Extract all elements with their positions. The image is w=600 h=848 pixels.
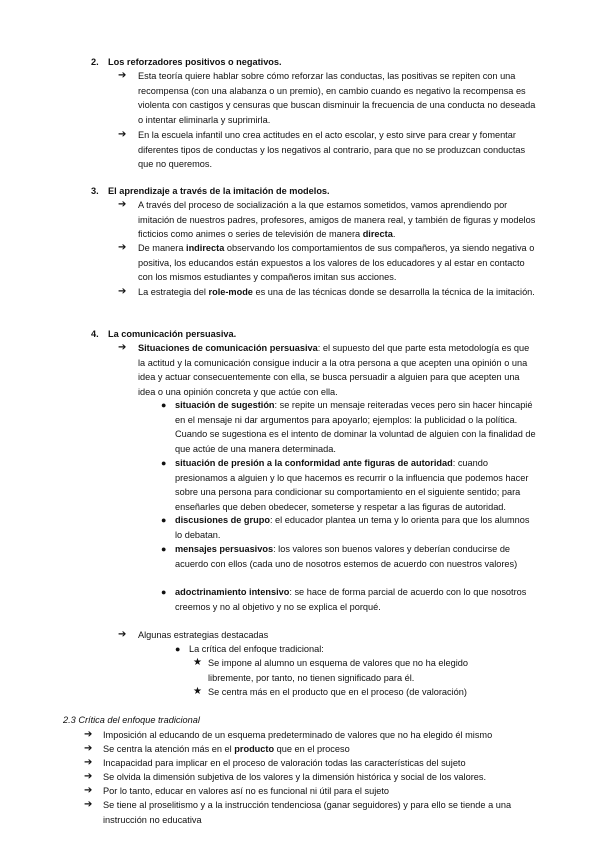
arrow-icon: ➔: [118, 342, 127, 353]
section-title: La comunicación persuasiva.: [108, 329, 237, 339]
item-bold: producto: [234, 744, 275, 754]
section-title: Los reforzadores positivos o negativos.: [108, 57, 282, 67]
item-text: Se centra la atención más en el: [103, 744, 235, 754]
bullet-icon: ●: [161, 400, 167, 410]
item-text: que en el proceso: [274, 744, 350, 754]
item-bold: adoctrinamiento intensivo: [175, 587, 290, 597]
arrow-icon: ➔: [84, 771, 93, 782]
list-item: [138, 198, 538, 242]
star-item: Se impone al alumno un esquema de valores que no ha elegido libremente, por tanto, no tienen significado para él.: [208, 658, 468, 683]
arrow-icon: ➔: [118, 199, 127, 210]
list-item: [103, 756, 543, 771]
bullet-item: [175, 542, 537, 571]
arrow-icon: ➔: [84, 785, 93, 796]
item-text: Se olvida la dimensión subjetiva de los valores y la dimensión histórica y social de los valores.: [103, 772, 487, 782]
item-bold: situación de presión a la conformidad ante figuras de autoridad: [175, 458, 453, 468]
list-item: Esta teoría quiere hablar sobre cómo reforzar las conductas, las positivas se repiten con una recompensa (con una alabanza o un premio), en cambio cuando es negativo la recompensa es violenta con castigos y censuras que buscan disminuir la frecuencia de una conducta no deseada o intentar eliminarla y suprimirla.: [138, 71, 536, 125]
list-item: [138, 241, 538, 285]
item-bold: role-mode: [208, 287, 253, 297]
star-icon: ★: [193, 686, 202, 697]
bullet-icon: ●: [161, 458, 167, 468]
item-text: es una de las técnicas donde se desarrolla la técnica de la imitación.: [252, 287, 535, 297]
item-text: Por lo tanto, educar en valores así no es funcional ni útil para el sujeto: [103, 786, 390, 796]
item-text: : se repite un mensaje reiteradas veces pero sin hacer hincapié en el mensaje ni dar argumentos para apoyarlo; ejemplos: la publicidad o la política. Cuando se sugestiona es el intento de dominar la voluntad de alguien con la finalidad de que actúe de una manera determinada.: [175, 400, 536, 454]
item-text: Incapacidad para implicar en el proceso de valoración todas las características del sujeto: [103, 758, 466, 768]
list-item: [138, 341, 538, 399]
list-item: [138, 285, 538, 300]
item-bold: situación de sugestión: [175, 400, 275, 410]
item-text: .: [392, 229, 396, 240]
arrow-icon: ➔: [118, 629, 127, 640]
item-bold: discusiones de grupo: [175, 515, 270, 525]
bullet-item: [175, 456, 537, 514]
item-text: Se tiene al proselitismo y a la instrucción tendenciosa (ganar seguidores) y para ello se tiende a una instrucción no educativa: [103, 800, 512, 825]
bullet-item: [175, 513, 537, 542]
section-heading: 2.3 Crítica del enfoque tradicional: [63, 715, 200, 725]
arrow-icon: ➔: [84, 729, 93, 740]
bullet-icon: ●: [161, 587, 167, 597]
item-text: Imposición al educando de un esquema predeterminado de valores que no ha elegido él mismo: [103, 730, 493, 740]
section-number: 4.: [91, 329, 99, 339]
list-item: [103, 742, 543, 757]
bullet-item: [175, 585, 537, 614]
item-text: : los valores son buenos valores y deberían conducirse de acuerdo con ellos (cada uno de nosotros estemos de acuerdo con nuestros valores): [175, 544, 518, 569]
list-item: [103, 784, 543, 799]
bullet-icon: ●: [175, 644, 181, 654]
arrow-icon: ➔: [118, 70, 127, 81]
arrow-icon: ➔: [118, 129, 127, 140]
item-bold: mensajes persuasivos: [175, 544, 274, 554]
item-text: : cuando presionamos a alguien y lo que hacemos es recurrir o la influencia que podemos hacer sobre una persona para condicionar su comportamiento en el siguiente sentido; para enseñarles que deben obedecer, someterse y respetar a las figuras de autoridad.: [175, 458, 529, 512]
list-item: En la escuela infantil uno crea actitudes en el acto escolar, y esto sirve para crear y fomentar diferentes tipos de conductas y los negativos al contrario, para que no se produzcan conductas que no queremos.: [138, 130, 526, 170]
bullet-item: La crítica del enfoque tradicional:: [189, 644, 324, 654]
list-item: [103, 798, 543, 827]
star-icon: ★: [193, 657, 202, 668]
item-bold: indirecta: [186, 243, 225, 253]
section-number: 2.: [91, 57, 99, 67]
item-text: La estrategia del: [138, 287, 209, 297]
item-text: De manera: [138, 243, 187, 253]
list-item: [103, 728, 543, 743]
item-text: : se hace de forma parcial de acuerdo con lo que nosotros creemos y no al objetivo y no se explica el porqué.: [175, 587, 527, 612]
section-title: El aprendizaje a través de la imitación de modelos.: [108, 186, 330, 196]
arrow-icon: ➔: [84, 743, 93, 754]
item-text: : el educador plantea un tema y lo orienta para que los alumnos lo debatan.: [175, 515, 530, 540]
star-item: Se centra más en el producto que en el proceso (de valoración): [208, 687, 467, 697]
item-bold: Situaciones de comunicación persuasiva: [138, 343, 318, 353]
arrow-icon: ➔: [118, 242, 127, 253]
arrow-icon: ➔: [118, 286, 127, 297]
list-item: [103, 770, 543, 785]
item-bold: directa: [362, 229, 393, 240]
subheading: Algunas estrategias destacadas: [138, 630, 269, 640]
item-text: observando los comportamientos de sus compañeros, ya siendo negativa o positiva, los educandos están expuestos a los valores de los educadores y al estar en contacto con los mismos estudiantes y compañeros imitan sus acciones.: [138, 243, 535, 283]
bullet-icon: ●: [161, 515, 167, 525]
item-text: : el supuesto del que parte esta metodología es que la actitud y la comunicación consigue inducir a la otra persona a que acepten una opinión o una idea y actuar consecuentemente con ella, se busca persuadir a alguien para que acepten una idea o una opinión concreta y que actúe con ella.: [138, 343, 530, 397]
section-number: 3.: [91, 186, 99, 196]
bullet-icon: ●: [161, 544, 167, 554]
bullet-item: [175, 398, 537, 456]
item-text: A través del proceso de socialización a la que estamos sometidos, vamos aprendiendo por imitación de nuestros padres, profesores, amigos de manera real, y también de figuras y modelos ficticios como animes o series de televisión de manera: [138, 200, 536, 240]
arrow-icon: ➔: [84, 757, 93, 768]
arrow-icon: ➔: [84, 799, 93, 810]
